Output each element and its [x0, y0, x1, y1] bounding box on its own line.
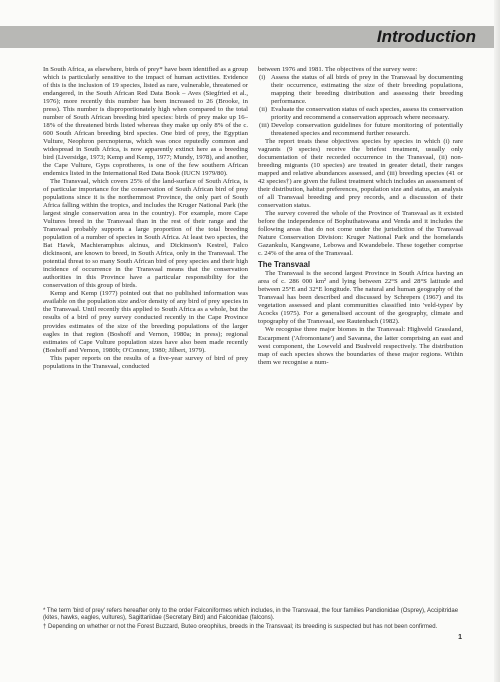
paragraph: between 1976 and 1981. The objectives of the survey were:	[258, 66, 418, 73]
objective-text: Assess the status of all birds of prey in the Transvaal by documenting their occurrence, estimating the size of their breeding populations, mapping their breeding distribution and assessing their breeding performance.	[271, 74, 463, 106]
left-column	[43, 66, 248, 371]
paragraph: We recognise three major biomes in the Transvaal: Highveld Grassland, Escarpment ('Afromontane') and Savanna, the latter comprising an east and west component, the Lowveld and Bushveld respectively. The distribution map of each species shows the boundaries of these major regions. Within them we recognise a num-	[258, 326, 463, 366]
footnote: † Depending on whether or not the Forest Buzzard, Buteo oreophilus, breeds in the Transvaal; its breeding is suspected but has not been confirmed.	[43, 623, 438, 630]
objective-numeral: (iii)	[259, 122, 270, 130]
section-heading: The Transvaal	[258, 260, 311, 270]
paragraph: In South Africa, as elsewhere, birds of prey* have been identified as a group which is particularly sensitive to the impact of human activities. Evidence of this is the inclusion of 19 species, listed as rare, vulnerable, threatened or endangered, in the South African Red Data Book – Aves (Siegfried et al., 1976); more recently this number has been increased to 26 (Brooke, in press). This number is disproportionately high when compared to the total number of South African breeding bird species: birds of prey make up 16–18% of the threatened birds listed whereas they make up only 8% of the c. 600 South African breeding bird species. One bird of prey, the Egyptian Vulture, Neophron percnopterus, which was once reputedly common and widespread in South Africa, is now apparently extinct here as a breeding bird (Liversidge, 1973; Kemp and Kemp, 1977; Mundy, 1978), and another, the Cape Vulture, Gyps coprotheres, is one of the few southern African endemics listed in the International Red Data Book (IUCN 1979/80).	[43, 66, 248, 178]
paragraph: This paper reports on the results of a five-year survey of bird of prey populations in the Transvaal, conducted	[43, 354, 248, 370]
paragraph: The survey covered the whole of the Province of Transvaal as it existed before the independence of Bophuthatswana and Venda and it includes the following areas that do not come under the jurisdiction of the Transvaal Nature Conservation Division: Kruger National Park and the homelands Gazankulu, Kangwane, Lebowa and Kwandebele. These together comprise c. 24% of the area of the Transvaal.	[258, 210, 463, 258]
paragraph: The Transvaal, which covers 25% of the land-surface of South Africa, is of particular importance for the conservation of South African bird of prey populations since it is the northernmost Province, the only part of South Africa falling within the tropics, and includes the Kruger National Park (the largest single conservation area in the country). For example, more Cape Vultures breed in the Transvaal than in the rest of their range and the Transvaal probably supports a large proportion of the total breeding population of a number of species in South Africa. At least two species, the Bat Hawk, Machieramphus alcinus, and Dickinson's Kestrel, Falco dickinsoni, are known to breed, in South Africa, only in the Transvaal. The potential threat to so many South African bird of prey species and their high incidence of occurrence in the Transvaal means that the conservation authorities in this Province have a particular responsibility for the conservation of this group of birds.	[43, 178, 248, 290]
paragraph: The report treats these objectives species by species in which (i) rare vagrants (9 species) receive the briefest treatment, usually only documentation of their recorded occurrence in the Transvaal, (ii) non-breeding migrants (10 species) are treated in greater detail, their ranges mapped and relative abundances assessed, and (iii) breeding species (41 or 42 species†) are given the fullest treatment which includes an assessment of their distribution, habitat preferences, population size and status, an analysis of all Transvaal breeding and prey records, and a discussion of their conservation status.	[258, 138, 463, 210]
objective-text: Evaluate the conservation status of each species, assess its conservation priority and recommend a conservation approach where necessary.	[271, 106, 463, 122]
page-title: Introduction	[376, 27, 476, 46]
objective-numeral: (i)	[259, 74, 266, 82]
right-column	[258, 66, 463, 367]
paragraph: The Transvaal is the second largest Province in South Africa having an area of c. 286 000 km² and lying between 22°S and 28°S latitude and between 25°E and 32°E longitude. The natural and human geography of the Transvaal has been described and discussed by Schrepers (1967) and its vegetation assessed and plant communities classified into 'veld-types' by Acocks (1975). For a generalised account of the geography, climate and topography of the Transvaal, see Rautenbach (1982).	[258, 270, 463, 326]
objective-item	[259, 74, 463, 106]
objectives-list	[258, 74, 463, 138]
objective-text: Develop conservation guidelines for future monitoring of potentially threatened species and recommend further research.	[271, 122, 463, 138]
page-number: 1	[458, 634, 462, 641]
objective-numeral: (ii)	[259, 106, 268, 114]
objective-item	[259, 122, 463, 138]
footnotes	[43, 608, 463, 632]
footnote: * The term 'bird of prey' refers hereafter only to the order Falconiformes which includes, in the Transvaal, the four families Pandionidae (Osprey), Accipitridae (kites, hawks, eagles, vultures), Sagittariidae (Secretary Bird) and Falconidae (falcons).	[43, 608, 459, 622]
scan-edge	[494, 0, 500, 682]
objective-item	[259, 106, 463, 122]
paragraph: Kemp and Kemp (1977) pointed out that no published information was available on the population size and/or density of any bird of prey species in the Transvaal. Until recently this applied to South Africa as a whole, but the results of a bird of prey survey conducted recently in the Cape Province provides estimates of the size of the breeding populations of the larger eagles in that region (Boshoff and Vernon, 1980a; in press); regional estimates of Cape Vulture population sizes have also been made recently (Boshoff and Vernon, 1980b; O'Connor, 1980; Jilbert, 1979).	[43, 290, 248, 354]
